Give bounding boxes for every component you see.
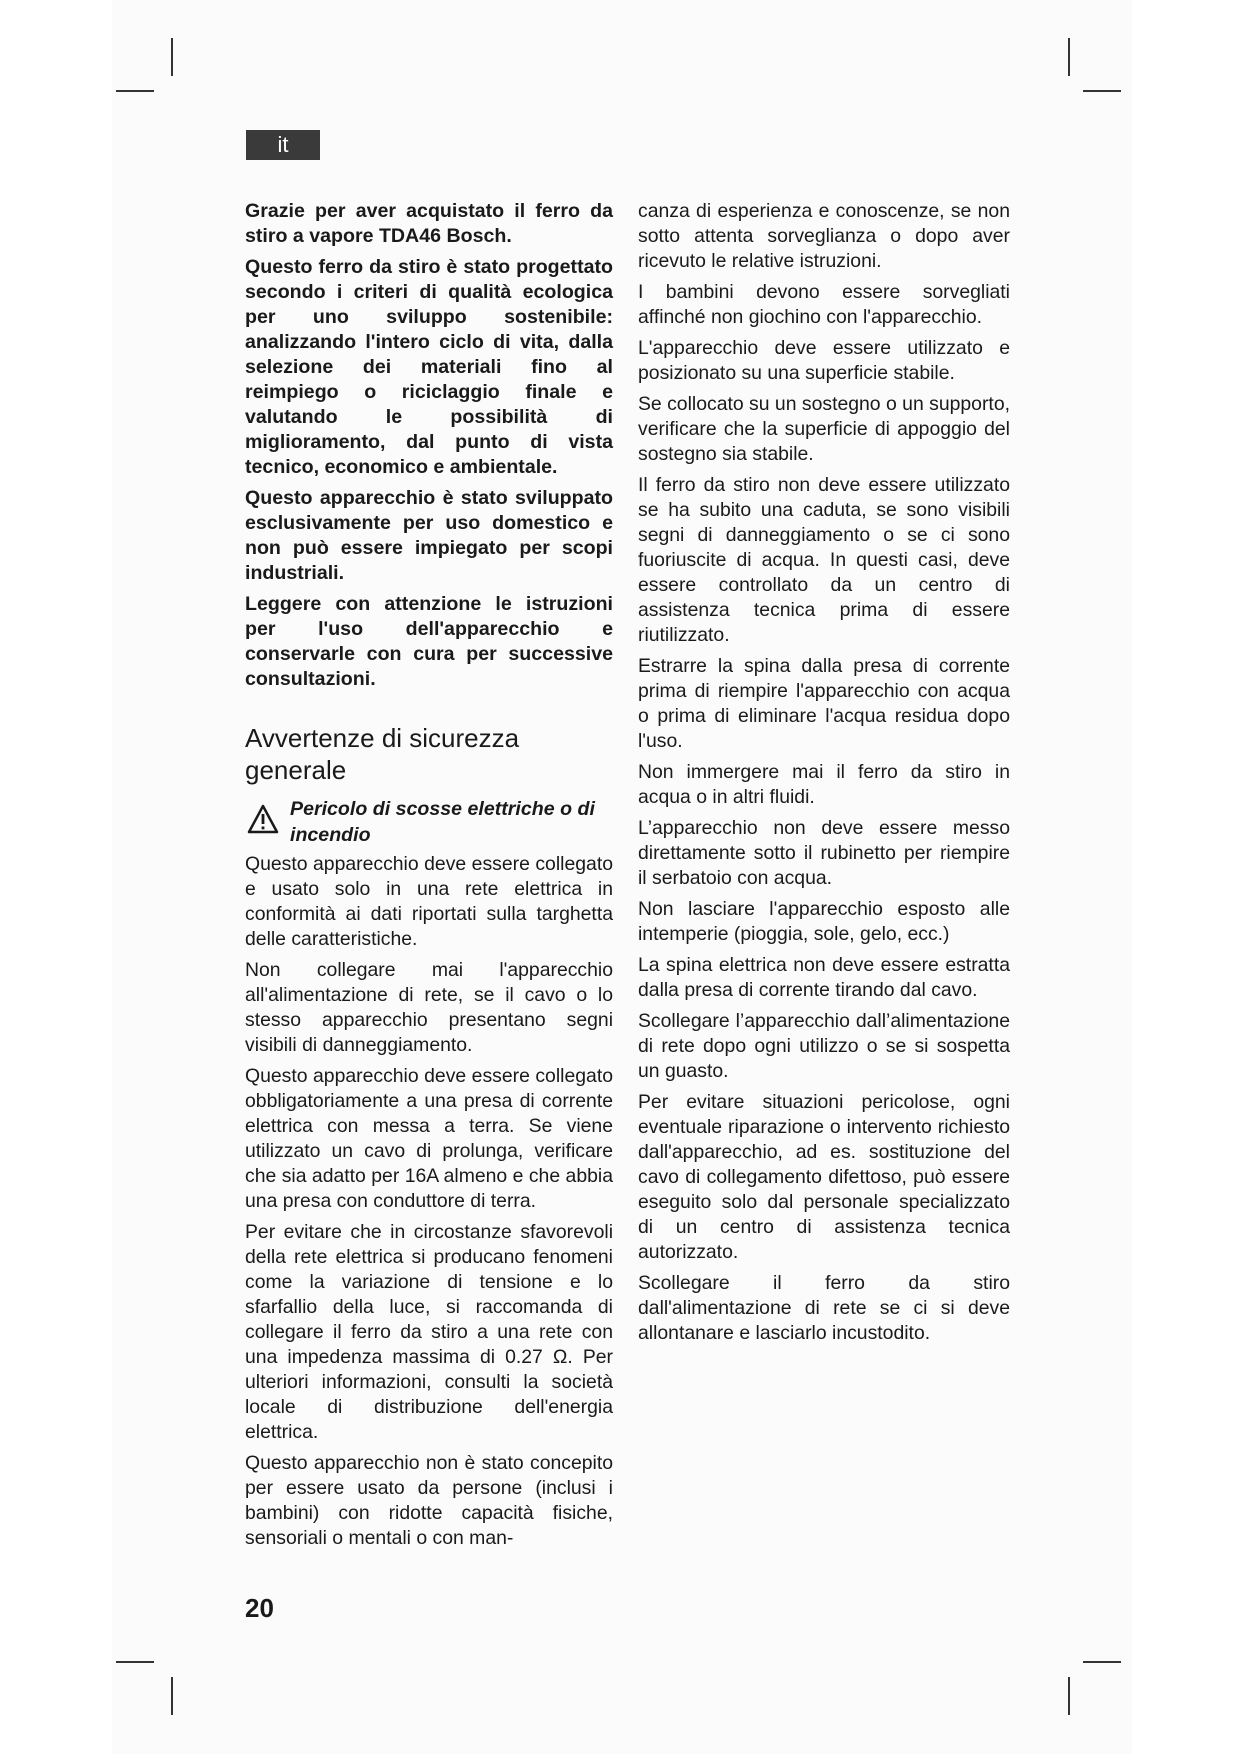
safety-paragraph: Per evitare situazioni pericolose, ogni eventuale riparazione o intervento richiesto dall'apparecchio, ad es. sostituzione del cavo di collegamento difettoso, può essere eseguito solo dal personale specializzato di un centro di assistenza tecnica autorizzato. <box>638 1091 1010 1263</box>
warning-heading: Pericolo di scosse elettriche o di incendio <box>290 798 595 846</box>
safety-paragraph: La spina elettrica non deve essere estratta dalla presa di corrente tirando dal cavo. <box>638 954 1010 1001</box>
safety-paragraph: Questo apparecchio deve essere collegato e usato solo in una rete elettrica in conformità ai dati riportati sulla targhetta delle caratteristiche. <box>245 853 613 950</box>
warning-triangle-icon <box>247 804 279 834</box>
safety-paragraph: Non collegare mai l'apparecchio all'alimentazione di rete, se il cavo o lo stesso apparecchio presentano segni visibili di danneggiamento. <box>245 959 613 1056</box>
page-number: 20 <box>245 1593 274 1623</box>
crop-mark <box>171 38 173 76</box>
crop-mark <box>171 1677 173 1715</box>
crop-mark <box>116 90 154 92</box>
intro-paragraph: Questo ferro da stiro è stato progettato secondo i criteri di qualità ecologica per uno sviluppo sostenibile: analizzando l'intero ciclo di vita, dalla selezione dei materiali fino al reimpiego o riciclaggio finale e valutando le possibilità di miglioramento, dal punto di vista tecnico, economico e ambientale. <box>245 256 613 478</box>
safety-paragraph: Per evitare che in circostanze sfavorevoli della rete elettrica si producano fenomeni come la variazione di tensione e lo sfarfallio della luce, si raccomanda di collegare il ferro da stiro a una rete con una impedenza massima di 0.27 Ω. Per ulteriori informazioni, consulti la società locale di distribuzione dell'energia elettrica. <box>245 1221 613 1443</box>
intro-paragraph: Questo apparecchio è stato sviluppato esclusivamente per uso domestico e non può essere impiegato per scopi industriali. <box>245 487 613 584</box>
left-column <box>245 199 613 1557</box>
right-column <box>638 199 1010 1352</box>
crop-mark <box>1068 38 1070 76</box>
warning-block <box>245 796 613 848</box>
intro-paragraph: Grazie per aver acquistato il ferro da stiro a vapore TDA46 Bosch. <box>245 200 613 247</box>
crop-mark <box>1083 1661 1121 1663</box>
safety-paragraph: Questo apparecchio non è stato concepito per essere usato da persone (inclusi i bambini) con ridotte capacità fisiche, sensoriali o mentali o con man- <box>245 1452 613 1549</box>
crop-mark <box>1083 90 1121 92</box>
safety-paragraph: Estrarre la spina dalla presa di corrente prima di riempire l'apparecchio con acqua o prima di eliminare l'acqua residua dopo l'uso. <box>638 655 1010 752</box>
safety-paragraph: Questo apparecchio deve essere collegato obbligatoriamente a una presa di corrente elettrica con messa a terra. Se viene utilizzato un cavo di prolunga, verificare che sia adatto per 16A almeno e che abbia una presa con conduttore di terra. <box>245 1065 613 1212</box>
language-tab: it <box>246 130 320 160</box>
safety-paragraph: canza di esperienza e conoscenze, se non sotto attenta sorveglianza o dopo aver ricevuto le relative istruzioni. <box>638 200 1010 272</box>
crop-mark <box>116 1661 154 1663</box>
safety-paragraph: I bambini devono essere sorvegliati affinché non giochino con l'apparecchio. <box>638 281 1010 328</box>
safety-paragraph: L'apparecchio deve essere utilizzato e posizionato su una superficie stabile. <box>638 337 1010 384</box>
safety-paragraph: L’apparecchio non deve essere messo direttamente sotto il rubinetto per riempire il serbatoio con acqua. <box>638 817 1010 889</box>
crop-mark <box>1068 1677 1070 1715</box>
safety-paragraph: Il ferro da stiro non deve essere utilizzato se ha subito una caduta, se sono visibili segni di danneggiamento o se ci sono fuoriuscite di acqua. In questi casi, deve essere controllato da un centro di assistenza tecnica prima di essere riutilizzato. <box>638 474 1010 646</box>
intro-paragraph: Leggere con attenzione le istruzioni per l'uso dell'apparecchio e conservarle con cura per successive consultazioni. <box>245 593 613 690</box>
safety-paragraph: Scollegare il ferro da stiro dall'alimentazione di rete se ci si deve allontanare e lasciarlo incustodito. <box>638 1272 1010 1344</box>
safety-paragraph: Scollegare l’apparecchio dall’alimentazione di rete dopo ogni utilizzo o se si sospetta un guasto. <box>638 1010 1010 1082</box>
safety-paragraph: Non immergere mai il ferro da stiro in acqua o in altri fluidi. <box>638 761 1010 808</box>
safety-paragraph: Se collocato su un sostegno o un supporto, verificare che la superficie di appoggio del sostegno sia stabile. <box>638 393 1010 465</box>
safety-paragraph: Non lasciare l'apparecchio esposto alle intemperie (pioggia, sole, gelo, ecc.) <box>638 898 1010 945</box>
section-heading: Avvertenze di sicurezza generale <box>245 723 520 785</box>
